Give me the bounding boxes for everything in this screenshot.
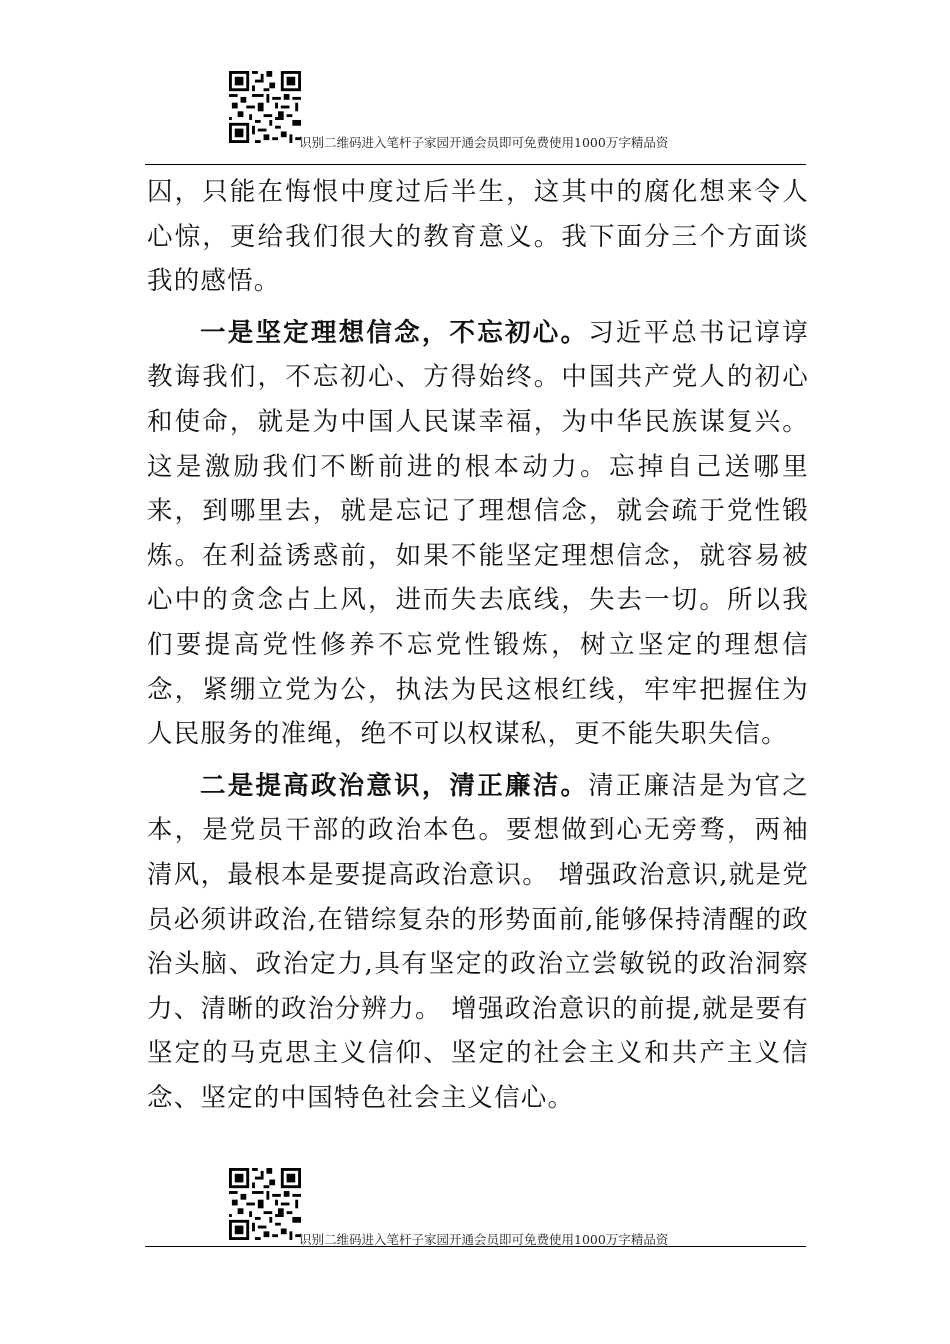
- paragraph-one-lead: 一是坚定理想信念，不忘初心。: [200, 317, 589, 348]
- paragraph-one-body: 习近平总书记谆谆教诲我们，不忘初心、方得始终。中国共产党人的初心和使命，就是为中国人民谋幸福，为中华民族谋复兴。这是激励我们不断前进的根本动力。忘掉自己送哪里来，到哪里去，就是忘记了理想信念，就会疏于党性锻炼。在利益诱惑前，如果不能坚定理想信念，就容易被心中的贪念占上风，进而失去底线，失去一切。所以我们要提高党性修养不忘党性锻炼，树立坚定的理想信念，紧绷立党为公，执法为民这根红线，牢牢把握住为人民服务的准绳，绝不可以权谋私，更不能失职失信。: [147, 317, 809, 750]
- paragraph-one: [147, 311, 809, 757]
- footer-qr-code-icon: [229, 1168, 301, 1240]
- header-banner-text: 识别二维码进入笔杆子家园开通会员即可免费使用1000万字精品资: [299, 135, 669, 150]
- paragraph-two: [147, 764, 809, 1121]
- paragraph-continued: 囚，只能在悔恨中度过后半生，这其中的腐化想来令人心惊，更给我们很大的教育意义。我下面分三个方面谈我的感悟。: [147, 177, 809, 297]
- header-qr-code-icon: [229, 71, 301, 143]
- paragraph-two-body: 清正廉洁是为官之本，是党员干部的政治本色。要想做到心无旁骛，两袖清风，最根本是要提高政治意识。 增强政治意识,就是党员必须讲政治,在错综复杂的形势面前,能够保持清醒的政治头脑、政治定力,具有坚定的政治立尝敏锐的政治洞察力、清晰的政治分辨力。 增强政治意识的前提,就是要有坚定的马克思主义信仰、坚定的社会主义和共产主义信念、坚定的中国特色社会主义信心。: [147, 770, 809, 1113]
- qr-code-graphic: [229, 71, 301, 143]
- header-divider: [145, 164, 806, 165]
- document-body: [147, 170, 809, 1120]
- footer-divider: [145, 1246, 806, 1247]
- qr-code-graphic: [229, 1168, 301, 1240]
- paragraph-two-lead: 二是提高政治意识，清正廉洁。: [200, 770, 589, 801]
- footer-banner-text: 识别二维码进入笔杆子家园开通会员即可免费使用1000万字精品资: [299, 1232, 669, 1247]
